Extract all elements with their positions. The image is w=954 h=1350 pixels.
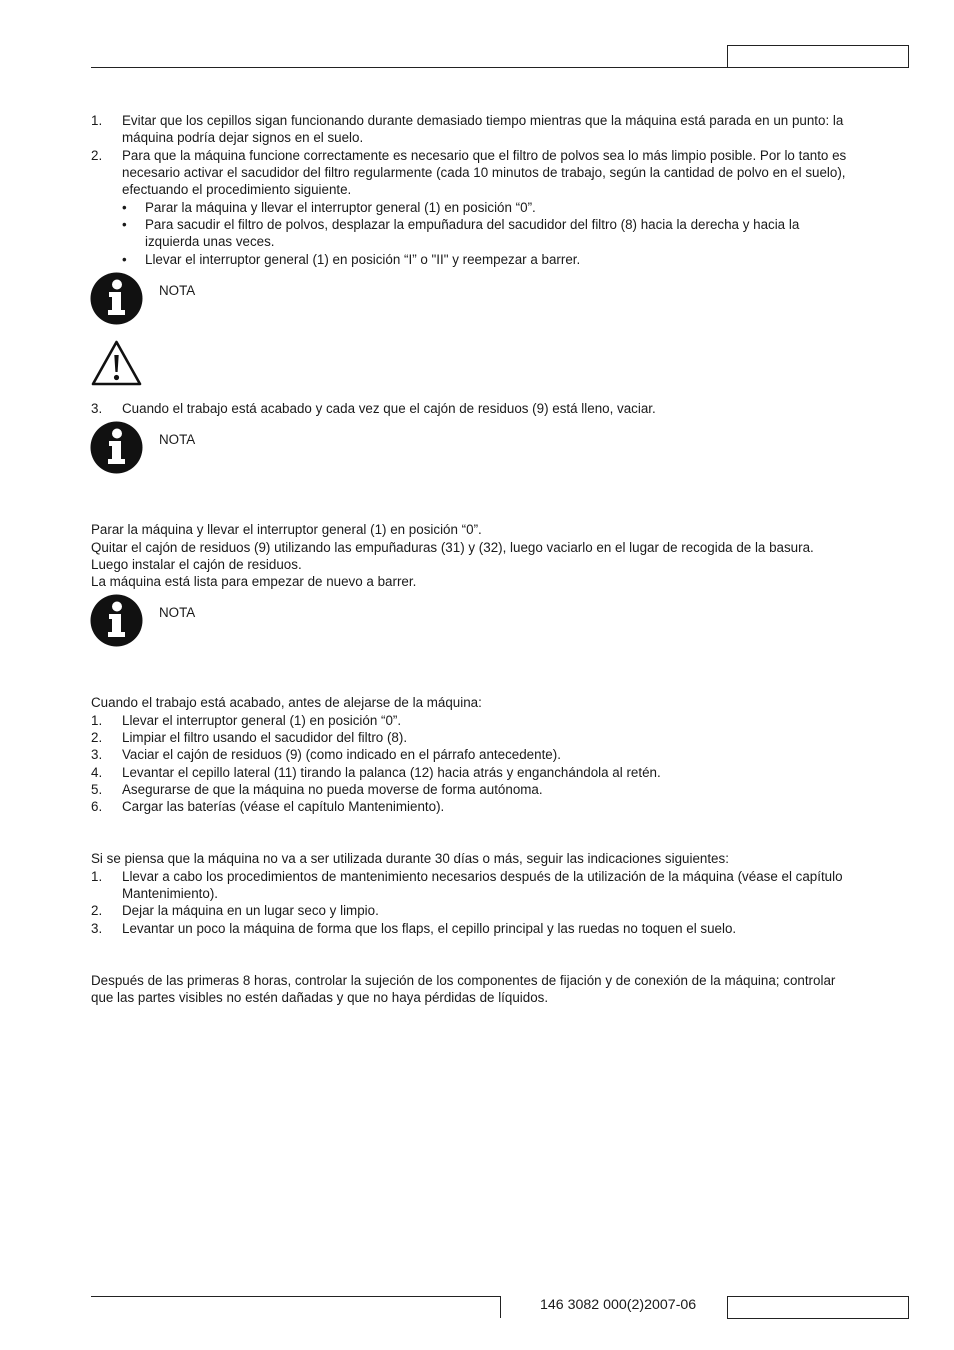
item-text: Limpiar el filtro usando el sacudidor del filtro (8). bbox=[122, 730, 408, 745]
item-text: Asegurarse de que la máquina no pueda moverse de forma autónoma. bbox=[122, 782, 543, 797]
bullet-mark: • bbox=[122, 217, 127, 232]
item-number: 1. bbox=[91, 713, 103, 728]
info-icon bbox=[90, 421, 143, 474]
item-number: 3. bbox=[91, 401, 103, 416]
item-text: Levantar el cepillo lateral (11) tirando la palanca (12) hacia atrás y enganchándola al retén. bbox=[122, 765, 661, 780]
item-number: 2. bbox=[91, 148, 103, 163]
bullet-text: Llevar el interruptor general (1) en posición “I” o "II" y reempezar a barrer. bbox=[145, 252, 581, 267]
text-line: La máquina está lista para empezar de nuevo a barrer. bbox=[91, 574, 417, 589]
warning-icon bbox=[90, 338, 143, 388]
header-box bbox=[727, 45, 909, 68]
text-line: Luego instalar el cajón de residuos. bbox=[91, 557, 302, 572]
paragraph-line bbox=[91, 556, 911, 573]
paragraph-line bbox=[91, 850, 911, 867]
item-text: Para que la máquina funcione correctamente es necesario que el filtro de polvos sea lo más limpio posible. Por lo tanto es bbox=[122, 148, 847, 163]
paragraph-line bbox=[91, 972, 911, 989]
item-text: Vaciar el cajón de residuos (9) (como indicado en el párrafo antecedente). bbox=[122, 747, 561, 762]
item-text: Evitar que los cepillos sigan funcionando durante demasiado tiempo mientras que la máquina está parada en un punto: la bbox=[122, 113, 844, 128]
info-icon bbox=[90, 594, 143, 647]
header-rule bbox=[91, 67, 728, 68]
text-line: Parar la máquina y llevar el interruptor general (1) en posición “0”. bbox=[91, 522, 482, 537]
info-icon bbox=[90, 272, 143, 325]
document-code: 146 3082 000(2)2007-06 bbox=[540, 1297, 697, 1313]
item-text: Llevar el interruptor general (1) en posición “0”. bbox=[122, 713, 402, 728]
note-label: NOTA bbox=[159, 432, 196, 447]
item-text: Mantenimiento). bbox=[122, 886, 219, 901]
paragraph-line bbox=[91, 989, 911, 1006]
intro-text: Cuando el trabajo está acabado, antes de alejarse de la máquina: bbox=[91, 695, 482, 710]
item-text: Levantar un poco la máquina de forma que los flaps, el cepillo principal y las ruedas no toquen el suelo. bbox=[122, 921, 737, 936]
footer-box bbox=[727, 1296, 909, 1319]
item-number: 2. bbox=[91, 730, 103, 745]
text-line: que las partes visibles no estén dañadas y que no haya pérdidas de líquidos. bbox=[91, 990, 549, 1005]
item-text: Dejar la máquina en un lugar seco y limpio. bbox=[122, 903, 379, 918]
paragraph-line bbox=[91, 694, 911, 711]
bullet-text: Para sacudir el filtro de polvos, desplazar la empuñadura del sacudidor del filtro (8) hacia la derecha y hacia la bbox=[145, 217, 800, 232]
bullet-mark: • bbox=[122, 200, 127, 215]
item-text: Cuando el trabajo está acabado y cada vez que el cajón de residuos (9) está lleno, vaciar. bbox=[122, 401, 656, 416]
bullet-text: izquierda unas veces. bbox=[145, 234, 275, 249]
note-label: NOTA bbox=[159, 605, 196, 620]
item-text: Llevar a cabo los procedimientos de mantenimiento necesarios después de la utilización de la máquina (véase el capítulo bbox=[122, 869, 843, 884]
item-text: Cargar las baterías (véase el capítulo Mantenimiento). bbox=[122, 799, 445, 814]
footer-divider bbox=[500, 1296, 501, 1318]
text-line: Después de las primeras 8 horas, controlar la sujeción de los componentes de fijación y de conexión de la máquina; controlar bbox=[91, 973, 836, 988]
note-label: NOTA bbox=[159, 283, 196, 298]
paragraph-line bbox=[91, 521, 911, 538]
item-number: 1. bbox=[91, 869, 103, 884]
item-number: 6. bbox=[91, 799, 103, 814]
item-number: 3. bbox=[91, 921, 103, 936]
item-text: efectuando el procedimiento siguiente. bbox=[122, 182, 352, 197]
paragraph-line bbox=[91, 573, 911, 590]
item-number: 3. bbox=[91, 747, 103, 762]
text-line: Quitar el cajón de residuos (9) utilizando las empuñaduras (31) y (32), luego vaciarlo en el lugar de recogida de la basura. bbox=[91, 540, 814, 555]
bullet-mark: • bbox=[122, 252, 127, 267]
intro-text: Si se piensa que la máquina no va a ser utilizada durante 30 días o más, seguir las indicaciones siguientes: bbox=[91, 851, 729, 866]
item-number: 5. bbox=[91, 782, 103, 797]
item-number: 4. bbox=[91, 765, 103, 780]
item-number: 1. bbox=[91, 113, 103, 128]
paragraph-line bbox=[91, 539, 911, 556]
item-text: máquina podría dejar signos en el suelo. bbox=[122, 130, 364, 145]
bullet-text: Parar la máquina y llevar el interruptor general (1) en posición “0”. bbox=[145, 200, 536, 215]
footer-rule bbox=[91, 1296, 500, 1297]
item-text: necesario activar el sacudidor del filtro regularmente (cada 10 minutos de trabajo, según la cantidad de polvo en el suelo), bbox=[122, 165, 846, 180]
item-number: 2. bbox=[91, 903, 103, 918]
